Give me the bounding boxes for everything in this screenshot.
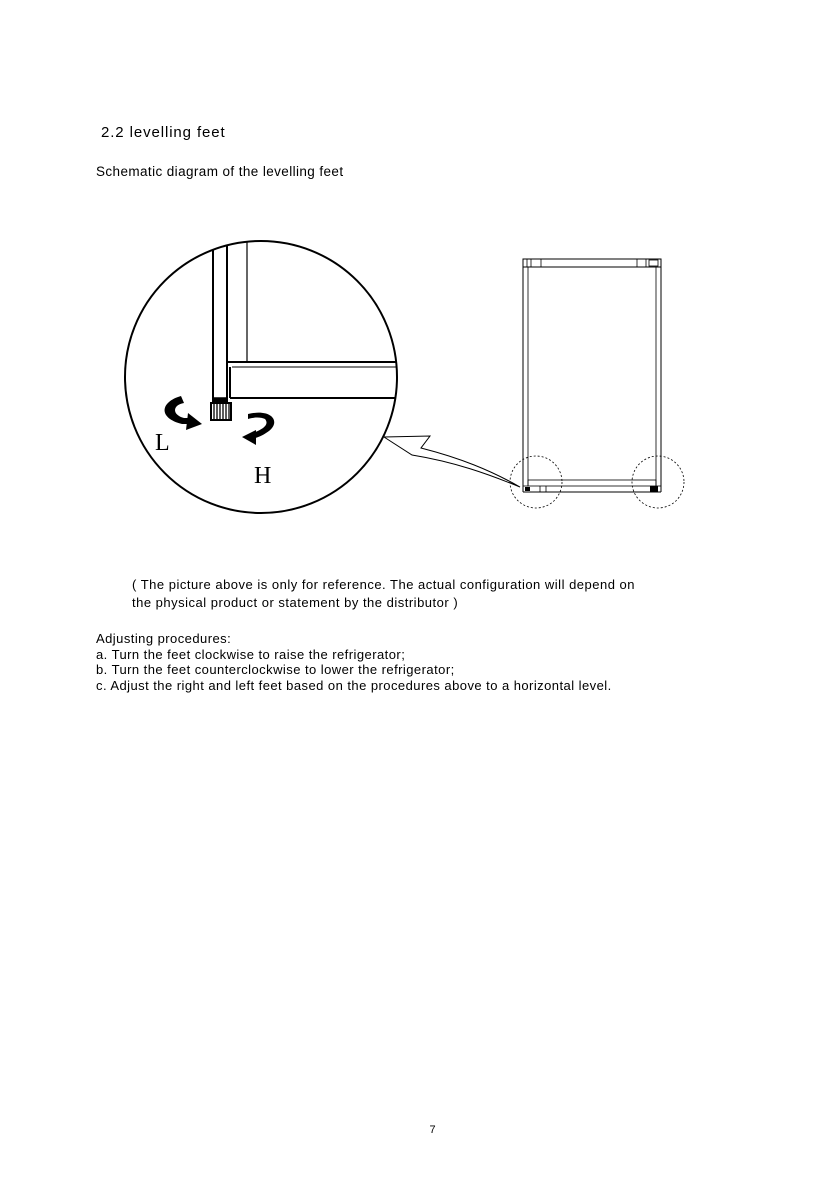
procedures-heading: Adjusting procedures: xyxy=(96,631,232,646)
page-number: 7 xyxy=(429,1124,436,1136)
reference-note-line-2: the physical product or statement by the distributor ) xyxy=(132,595,459,610)
refrigerator-front-view xyxy=(510,259,684,508)
figure-caption: Schematic diagram of the levelling feet xyxy=(96,164,344,179)
reference-note xyxy=(132,576,752,612)
callout-pointer xyxy=(384,436,520,487)
procedure-step-c: c. Adjust the right and left feet based on the procedures above to a horizontal level. xyxy=(96,677,612,693)
adjustable-foot-icon xyxy=(211,398,231,420)
levelling-feet-diagram xyxy=(0,0,840,560)
procedure-step-b: b. Turn the feet counterclockwise to lower the refrigerator; xyxy=(96,662,455,677)
reference-note-line-1: ( The picture above is only for reference. The actual configuration will depend on xyxy=(132,577,636,592)
section-title: 2.2 levelling feet xyxy=(101,124,226,141)
label-high: H xyxy=(254,463,272,489)
procedure-step-a: a. Turn the feet clockwise to raise the refrigerator; xyxy=(96,646,406,662)
label-low: L xyxy=(155,430,170,456)
zoom-detail xyxy=(125,240,400,513)
adjusting-procedures xyxy=(96,631,612,693)
